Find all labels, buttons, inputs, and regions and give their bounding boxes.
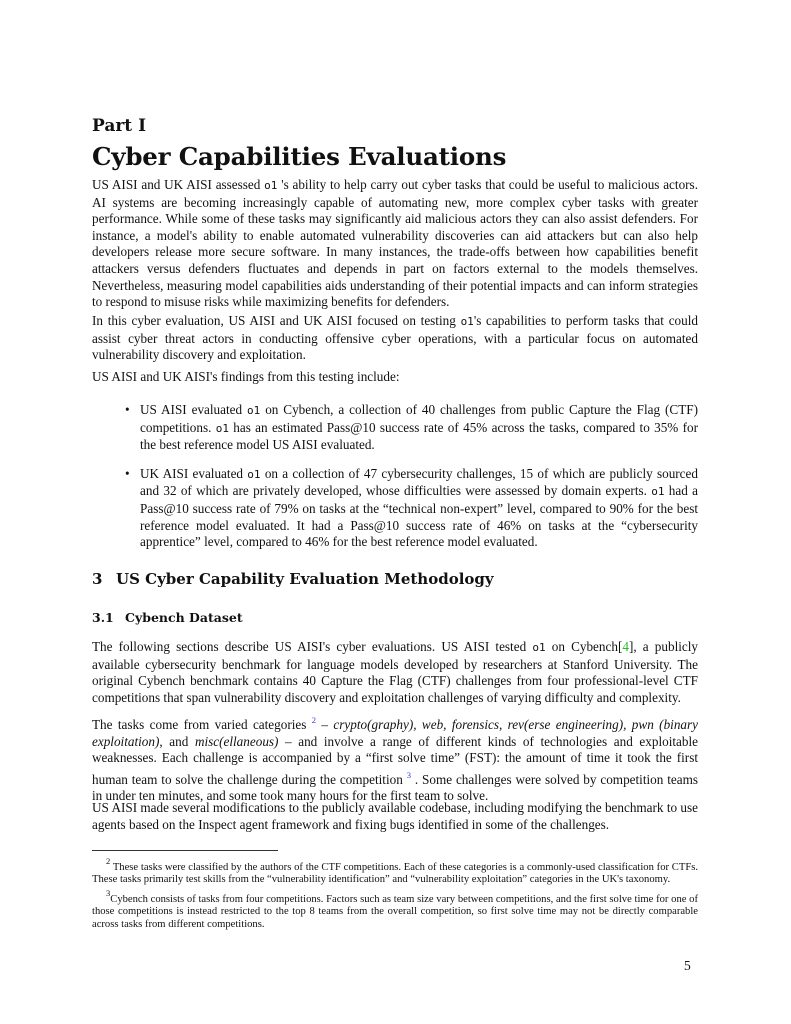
section-3-1-heading: 3.1 Cybench Dataset bbox=[92, 610, 243, 625]
cybench-paragraph-1: The following sections describe US AISI's cyber evaluations. US AISI tested o1 on Cybench[4], a publicly available cybersecurity benchmark for language models developed by researchers at Stanford University. The original Cybench benchmark contains 40 Capture the Flag (CTF) challenges from four professional-level CTF competitions that span vulnerability discovery and exploitation challenges of varying difficulty and complexity. bbox=[92, 639, 699, 705]
finding-uk-aisi: • UK AISI evaluated o1 on a collection of 47 cybersecurity challenges, 15 of which are publicly sourced and 32 of which are privately developed, whose difficulties were assessed by domain experts. o1 had a Pass@10 success rate of 79% on tasks at the “technical non-expert” level, compared to 90% for the best reference model evaluated. It had a Pass@10 success rate of 46% on tasks at the “cybersecurity apprentice” level, compared to 46% for the best reference model evaluated. bbox=[125, 465, 698, 550]
page-number: 5 bbox=[684, 958, 691, 973]
bullet-icon: • bbox=[125, 465, 130, 481]
part-label: Part I bbox=[92, 116, 147, 136]
cybench-paragraph-3: US AISI made several modifications to the publicly available codebase, including modifying the benchmark to use agents based on the Inspect agent framework and fixing bugs identified in some of the challenges. bbox=[92, 800, 698, 832]
footnote-2: $^2$ These tasks were classified by the authors of the CTF competitions. Each of these categories is a commonly-used classification for CTFs. These tasks primarily test skills from the “vulnerability identification” and “vulnerability exploitation” categories in the UK's taxonomy. bbox=[92, 856, 698, 886]
footnote-ref-2[interactable]: 2 bbox=[311, 715, 317, 725]
footnote-ref-3[interactable]: 3 bbox=[406, 769, 411, 780]
intro-paragraph-1: US AISI and UK AISI assessed o1 's ability to help carry out cyber tasks that could be useful to malicious actors. AI systems are becoming increasingly capable of automating new, more complex cyber tasks with greater performance. While some of these tasks may significantly aid malicious actors they can also assist defenders. For instance, a model's ability to enable automated vulnerability discoveries can aid attackers but can also help developers release more secure software. In many instances, the trade-offs between how capabilities benefit attackers versus defenders fluctuates and depends in part on factors external to the models themselves. Nevertheless, measuring model capabilities aids understanding of their potential impacts and can inform strategies to respond to misuse risks while maximizing benefits for defenders. bbox=[92, 177, 698, 310]
intro-paragraph-3: US AISI and UK AISI's findings from this testing include: bbox=[92, 369, 400, 384]
footnotes bbox=[92, 855, 698, 931]
footnote-divider bbox=[92, 850, 278, 851]
finding-us-aisi: • US AISI evaluated o1 on Cybench, a collection of 40 challenges from public Capture the Flag (CTF) competitions. o1 has an estimated Pass@10 success rate of 45% across the tasks, compared to 35% for the best reference model US AISI evaluated. bbox=[125, 402, 699, 453]
findings-list bbox=[125, 402, 699, 551]
section-3-heading: 3 US Cyber Capability Evaluation Methodology bbox=[92, 570, 494, 588]
citation-link[interactable]: 4 bbox=[622, 639, 629, 654]
bullet-icon: • bbox=[125, 402, 130, 417]
intro-paragraph-2: In this cyber evaluation, US AISI and UK AISI focused on testing o1's capabilities to perform tasks that could assist cyber threat actors in conducting offensive cyber operations, with a particular focus on automated vulnerability discovery and exploitation. bbox=[92, 313, 698, 363]
cybench-paragraph-2: The tasks come from varied categories $^2$ – crypto(graphy), web, forensics, rev(erse engineering), pwn (binary exploitation), and misc(ellaneous) – and involve a range of different kinds of technologies and exploitable weaknesses. Each challenge is accompanied by a “first solve time” (FST): the amount of time it took the first human team to solve the challenge during the competition $^3$ . Some challenges were solved by competition teams in under ten minutes, and some took many hours for the first team to solve. bbox=[92, 715, 698, 804]
footnote-3: $^3$Cybench consists of tasks from four competitions. Factors such as team size vary between competitions, and the first solve time for one of those competitions is instead restricted to the top 8 teams from the overall competition, so first solve time may not be directly comparable across tasks from different competitions. bbox=[92, 887, 698, 930]
page-title: Cyber Capabilities Evaluations bbox=[92, 142, 507, 171]
